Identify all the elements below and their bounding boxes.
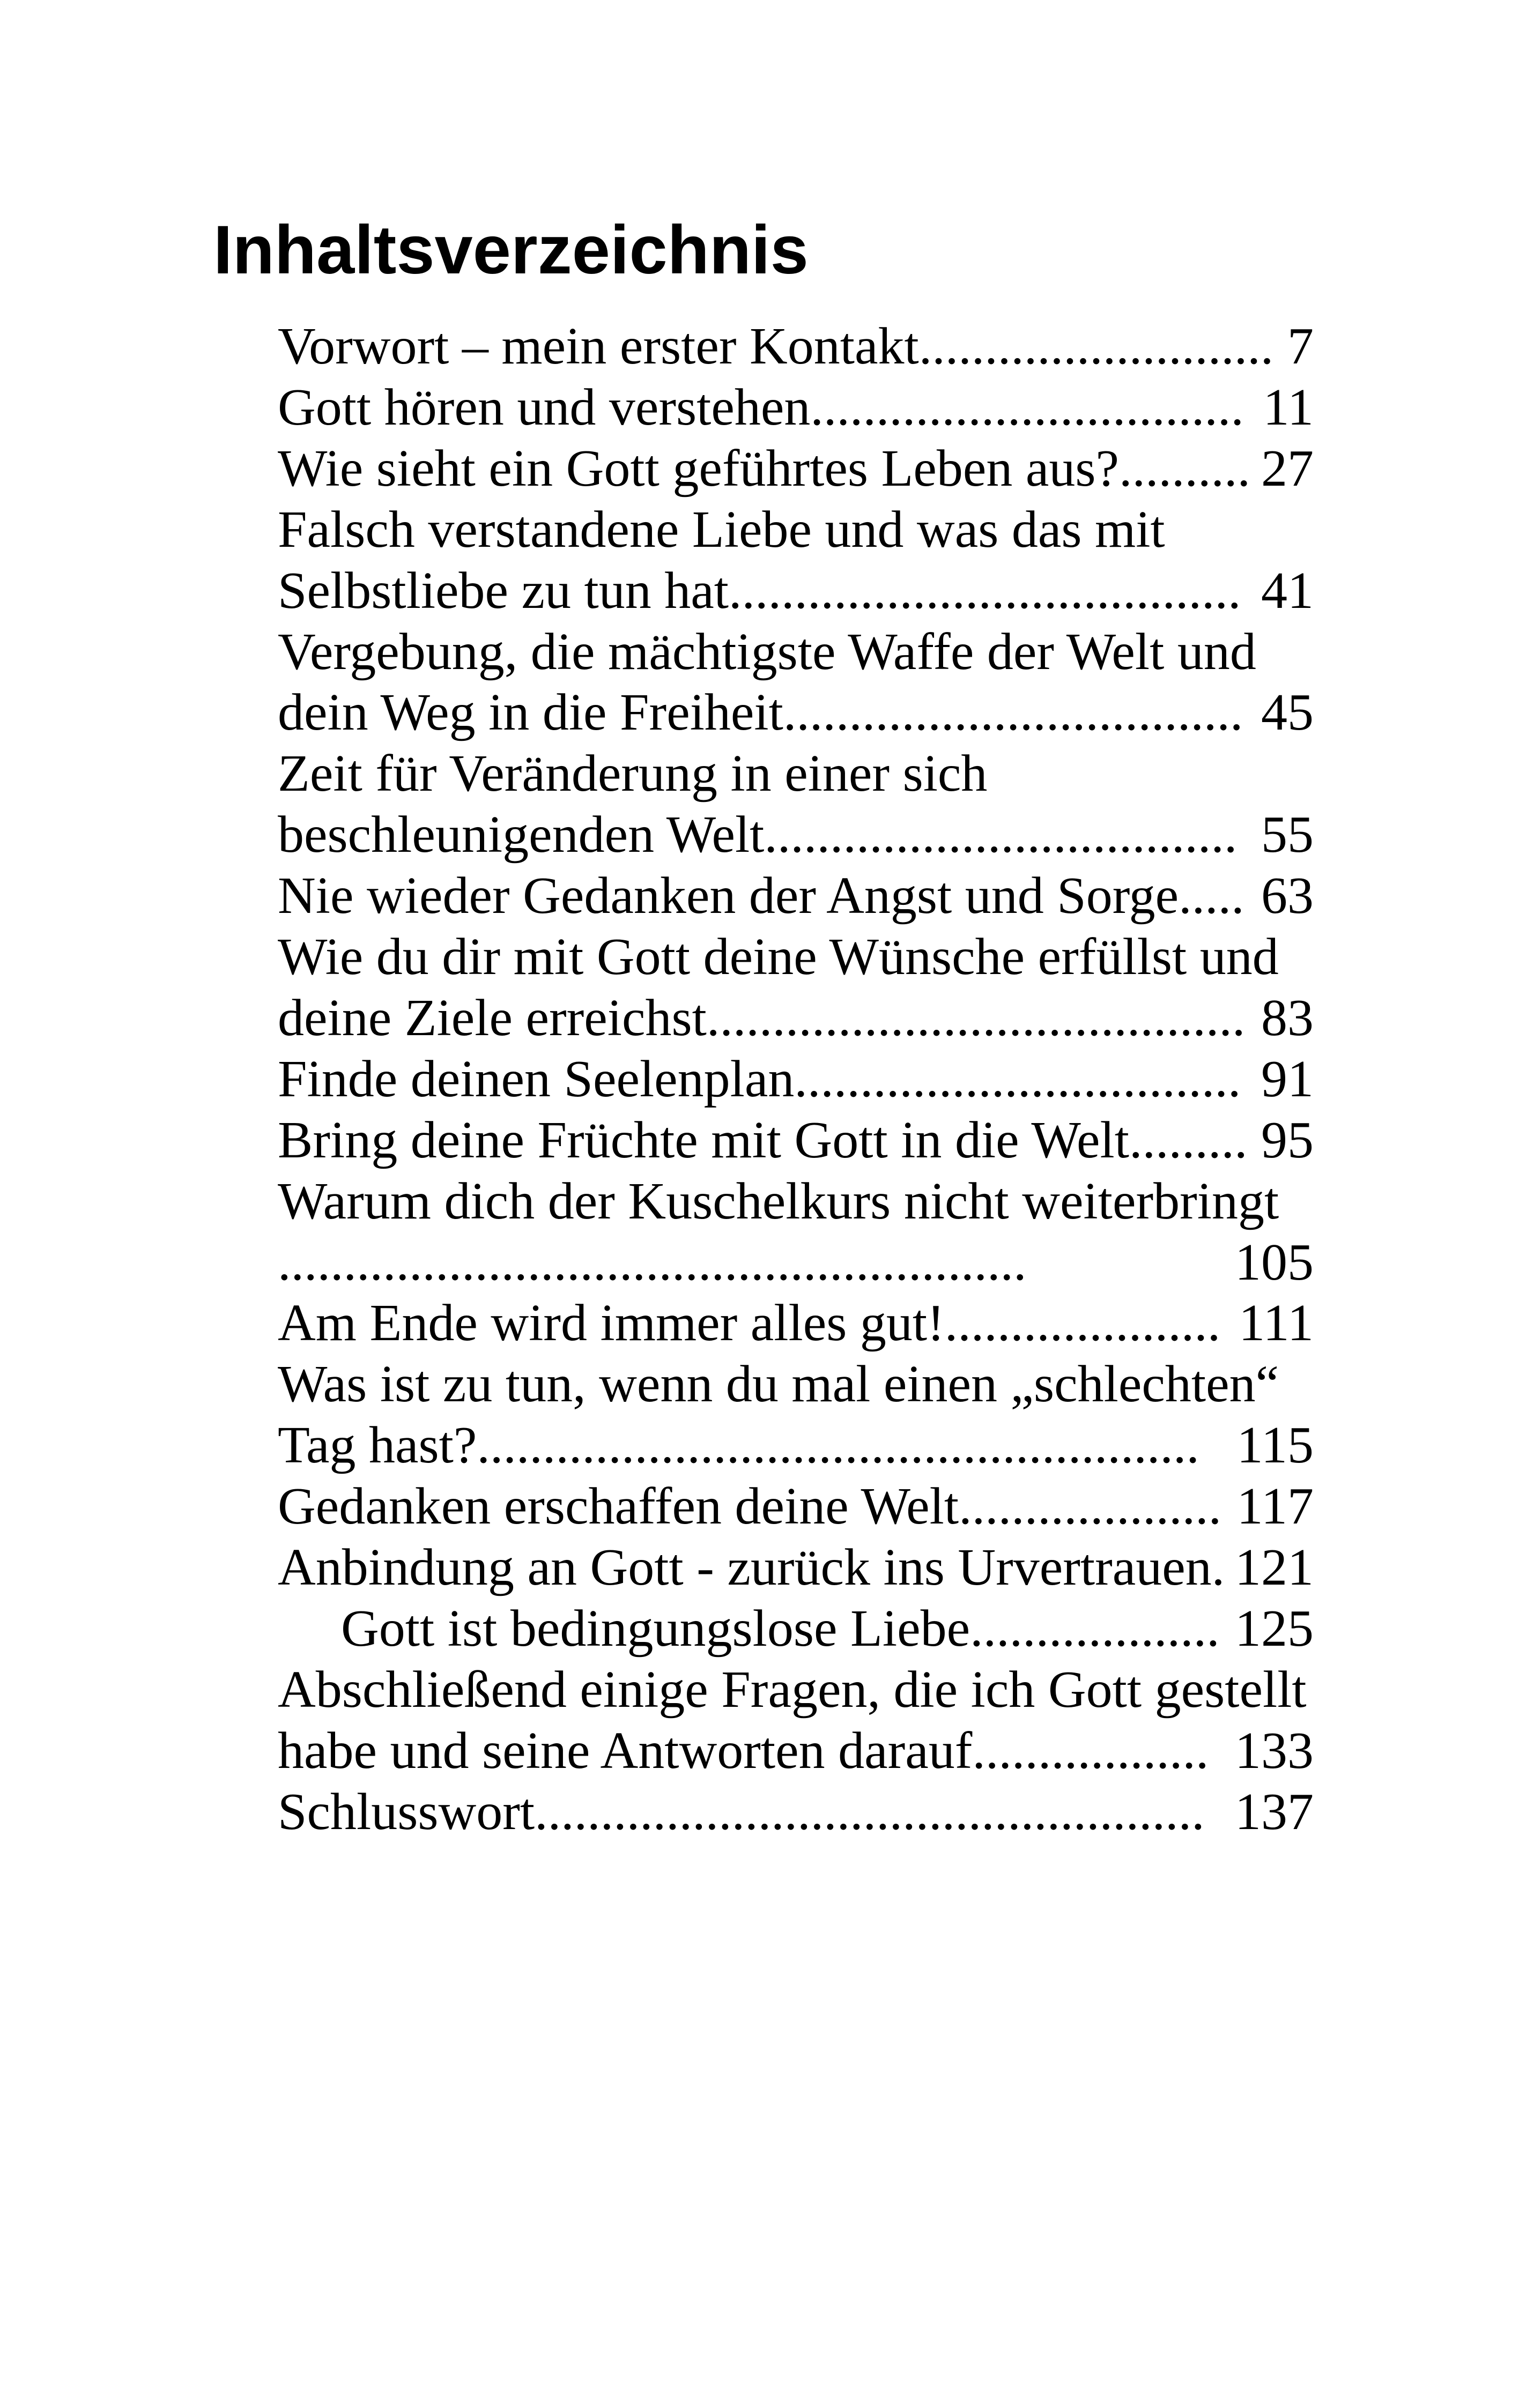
dot-leader: .........: [1129, 1111, 1248, 1169]
page-number: 115: [1236, 1416, 1314, 1475]
toc-entry-title-line: Anbindung an Gott - zurück ins Urvertrauen.: [278, 1539, 1225, 1597]
toc-entry-last-line: [278, 1476, 1314, 1537]
toc-entry-title-line: Abschließend einige Fragen, die ich Gott gestellt: [278, 1660, 1307, 1719]
toc-entry-last-line: [278, 1049, 1314, 1110]
dot-leader: ..........: [1118, 439, 1250, 497]
toc-entry-title-line: dein Weg in die Freiheit: [278, 683, 783, 742]
toc-entry-last-line: [278, 682, 1314, 744]
toc-entry: [278, 866, 1314, 927]
toc-entry: [278, 1293, 1314, 1354]
page-number: 133: [1235, 1721, 1314, 1780]
toc-entry-last-line: [278, 1599, 1314, 1660]
page-number: 121: [1235, 1539, 1314, 1597]
toc-entry-last-line: [278, 988, 1314, 1049]
page-number: 125: [1235, 1599, 1314, 1658]
dot-leader: ....................................: [764, 806, 1238, 864]
dot-leader: ..................................: [794, 1050, 1241, 1108]
toc-entry-last-line: [278, 1537, 1314, 1599]
dot-leader: .....: [1179, 867, 1244, 925]
toc-entry-title-line: Wie sieht ein Gott geführtes Leben aus?: [278, 439, 1119, 497]
toc-entry: [278, 1660, 1314, 1782]
toc-entry-title-line: Gott hören und verstehen: [278, 378, 811, 436]
toc-entry: [278, 1476, 1314, 1537]
toc-entry-title-line: Zeit für Veränderung in einer sich: [278, 745, 988, 803]
toc-heading: Inhaltsverzeichnis: [213, 212, 809, 288]
toc-entry-title-line: Was ist zu tun, wenn du mal einen „schlechten“: [278, 1355, 1279, 1414]
dot-leader: .....................: [944, 1294, 1221, 1352]
toc-entry-title-line: Selbstliebe zu tun hat: [278, 561, 729, 620]
toc-entry-title-line: Gedanken erschaffen deine Welt: [278, 1477, 959, 1536]
toc-entry-title-line: deine Ziele erreichst: [278, 989, 707, 1047]
toc-entry-last-line: [278, 1721, 1314, 1782]
toc-entry-title-line: Gott ist bedingungslose Liebe: [341, 1599, 970, 1658]
toc-entry-last-line: [278, 866, 1314, 927]
page-number: 95: [1261, 1111, 1314, 1169]
toc-entry: [278, 1171, 1314, 1294]
table-of-contents: [278, 316, 1314, 1843]
toc-entry-title-line: beschleunigenden Welt: [278, 806, 765, 864]
toc-entry-last-line: [278, 316, 1314, 377]
toc-entry: [278, 1110, 1314, 1171]
toc-entry-last-line: [278, 1110, 1314, 1171]
toc-entry-title-line: Schlusswort: [278, 1782, 535, 1841]
toc-entry-last-line: [278, 1232, 1314, 1294]
toc-entry: [278, 927, 1314, 1049]
dot-leader: ....................: [959, 1477, 1222, 1536]
toc-entry: [278, 1599, 1314, 1660]
toc-entry: [278, 316, 1314, 377]
page-number: 7: [1287, 317, 1314, 375]
toc-entry: [278, 1537, 1314, 1599]
dot-leader: .........................................: [706, 989, 1246, 1047]
toc-entry: [278, 439, 1314, 500]
toc-entry: [278, 622, 1314, 744]
toc-entry-title-line: Warum dich der Kuschelkurs nicht weiterbringt: [278, 1172, 1279, 1230]
dot-leader: ..................: [972, 1721, 1209, 1780]
page-number: 27: [1261, 439, 1314, 497]
toc-entry: [278, 1049, 1314, 1110]
toc-entry-title-line: Finde deinen Seelenplan: [278, 1050, 795, 1108]
toc-entry-last-line: [278, 1293, 1314, 1354]
toc-entry-title-line: Nie wieder Gedanken der Angst und Sorge: [278, 867, 1179, 925]
dot-leader: ...................: [970, 1599, 1220, 1658]
toc-entry-title-line: Vergebung, die mächtigste Waffe der Welt und: [278, 622, 1256, 681]
dot-leader: .......................................................: [477, 1416, 1199, 1475]
dot-leader: ...........................: [918, 317, 1274, 375]
toc-entry-last-line: [278, 805, 1314, 866]
page-number: 41: [1261, 561, 1314, 620]
toc-entry-title-line: Tag hast?: [278, 1416, 477, 1475]
page-number: 55: [1261, 806, 1314, 864]
toc-entry-last-line: [278, 439, 1314, 500]
page-number: 117: [1236, 1477, 1314, 1536]
dot-leader: .......................................: [729, 561, 1241, 620]
toc-entry-last-line: [278, 561, 1314, 622]
toc-entry: [278, 1782, 1314, 1843]
page-number: 63: [1261, 867, 1314, 925]
page-number: 83: [1261, 989, 1314, 1047]
dot-leader: .........................................................: [278, 1233, 1027, 1291]
toc-entry-title-line: Wie du dir mit Gott deine Wünsche erfüllst und: [278, 928, 1279, 986]
page-number: 91: [1261, 1050, 1314, 1108]
toc-entry-title-line: Bring deine Früchte mit Gott in die Welt: [278, 1111, 1130, 1169]
page-number: 45: [1261, 683, 1314, 742]
page-number: 137: [1235, 1782, 1314, 1841]
dot-leader: ...................................................: [535, 1782, 1205, 1841]
page-number: 105: [1235, 1233, 1314, 1291]
page-number: 11: [1263, 378, 1314, 436]
toc-entry-last-line: [278, 377, 1314, 439]
toc-entry-title-line: Am Ende wird immer alles gut!: [278, 1294, 945, 1352]
toc-entry-title-line: Falsch verstandene Liebe und was das mit: [278, 500, 1165, 559]
toc-entry-title-line: habe und seine Antworten darauf: [278, 1721, 973, 1780]
toc-entry: [278, 744, 1314, 866]
toc-entry-title-line: Vorwort – mein erster Kontakt: [278, 317, 919, 375]
toc-entry-last-line: [278, 1782, 1314, 1843]
toc-entry-last-line: [278, 1415, 1314, 1476]
dot-leader: .................................: [810, 378, 1244, 436]
page-number: 111: [1239, 1294, 1314, 1352]
toc-entry: [278, 377, 1314, 439]
toc-entry: [278, 1354, 1314, 1476]
toc-entry: [278, 500, 1314, 622]
dot-leader: ...................................: [783, 683, 1243, 742]
